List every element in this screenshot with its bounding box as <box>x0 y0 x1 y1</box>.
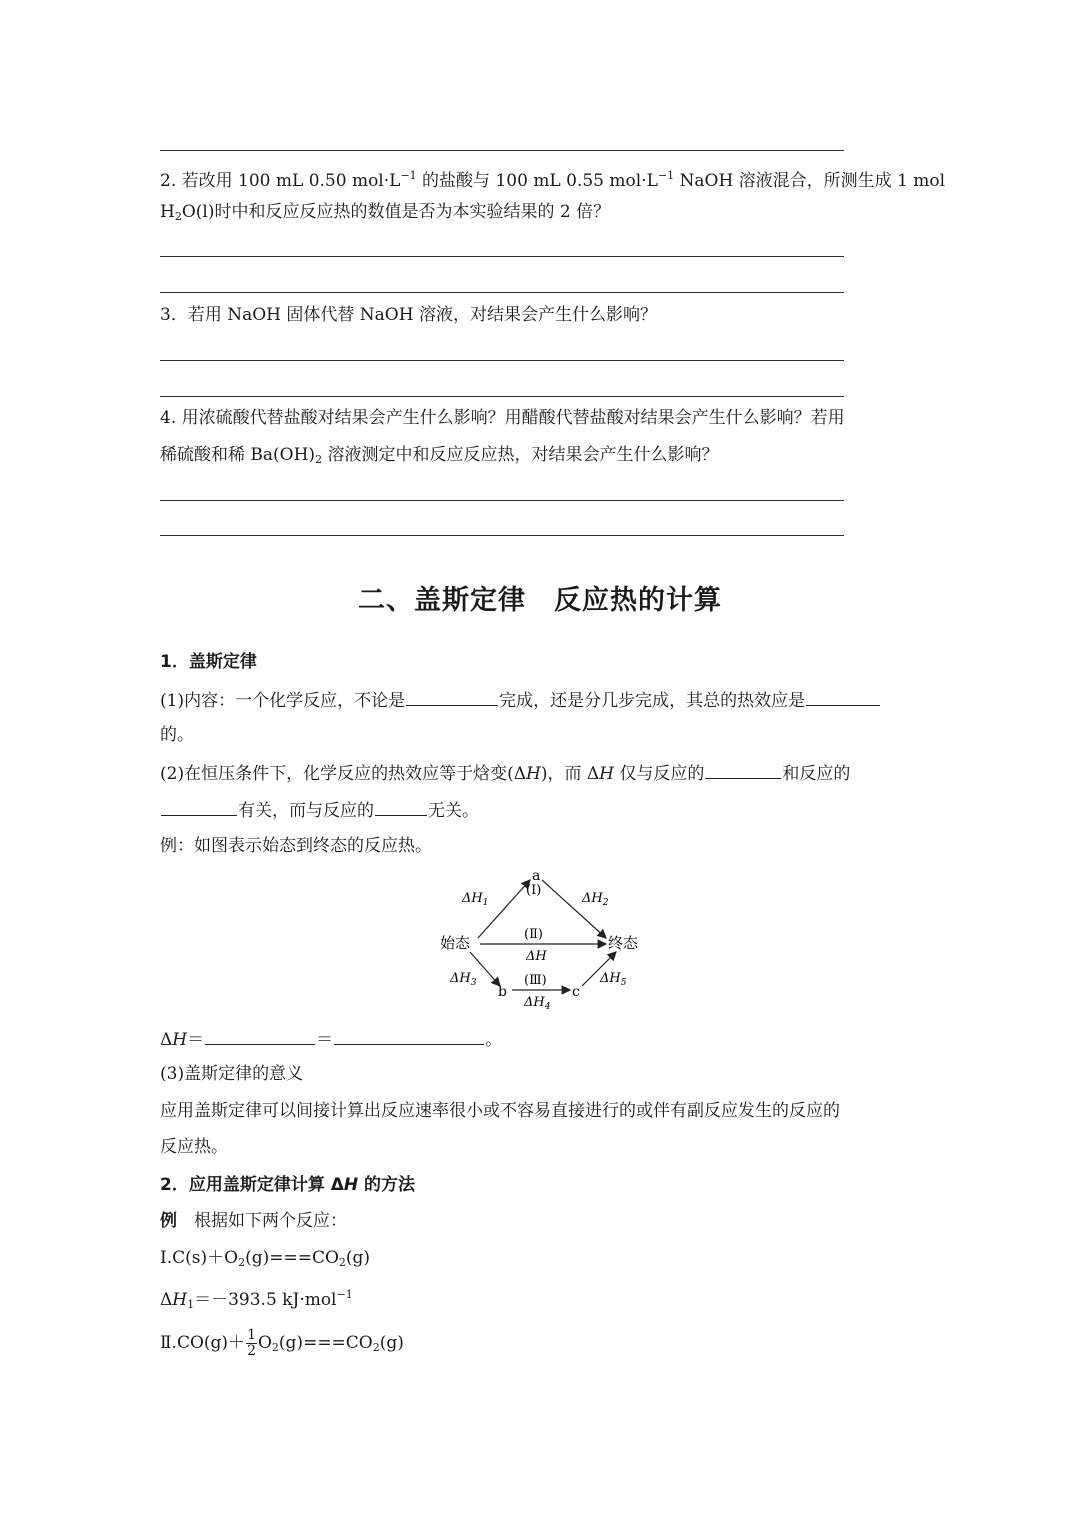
reaction-2: Ⅱ.CO(g)＋ $\frac{1}{2}$ $O_2(g)===CO_2(g)$ <box>160 1327 404 1359</box>
fill-blank[interactable] <box>806 687 880 706</box>
significance-text-1: 应用盖斯定律可以间接计算出反应速率很小或不容易直接进行的或伴有副反应发生的反应的 <box>160 1101 840 1121</box>
fill-blank[interactable] <box>205 1026 315 1045</box>
example-line: 例 根据如下两个反应： <box>160 1211 347 1231</box>
label-dh3: $\Delta H_3$ <box>450 971 477 988</box>
content-line-1-end: 的。 <box>160 725 194 745</box>
fill-blank[interactable] <box>375 797 427 816</box>
fill-blank[interactable] <box>406 687 498 706</box>
route-1-label: (Ⅰ) <box>526 883 542 898</box>
answer-line <box>160 500 844 501</box>
subsection-2-title: 2．应用盖斯定律计算 ΔH 的方法 <box>160 1175 416 1195</box>
answer-line <box>160 256 844 257</box>
node-start: 始态 <box>440 934 471 952</box>
answer-line <box>160 535 844 536</box>
reaction-1: $Ⅰ.C(s)+O_2(g)===CO_2(g)$ <box>160 1248 371 1269</box>
question-4-line-1: 4. 用浓硫酸代替盐酸对结果会产生什么影响？用醋酸代替盐酸对结果会产生什么影响？若用 <box>160 408 845 428</box>
node-b: b <box>498 984 507 1000</box>
significance-text-2: 反应热。 <box>160 1137 228 1157</box>
route-3-label: (Ⅲ) <box>524 973 547 988</box>
fraction-one-half: $\frac{1}{2}$ <box>247 1327 256 1359</box>
label-dh1: $\Delta H_1$ <box>462 891 489 908</box>
answer-line <box>160 396 844 397</box>
significance-title: (3)盖斯定律的意义 <box>160 1064 304 1084</box>
question-3: 3．若用 NaOH 固体代替 NaOH 溶液，对结果会产生什么影响？ <box>160 305 657 325</box>
hess-diagram <box>440 866 660 1016</box>
label-dh5: $\Delta H_5$ <box>600 971 627 988</box>
node-c: c <box>572 984 580 1000</box>
example-intro: 例：如图表示始态到终态的反应热。 <box>160 836 432 856</box>
route-2-label: (Ⅱ) <box>524 927 543 942</box>
arrow-a-to-end <box>542 880 606 938</box>
fill-blank[interactable] <box>161 797 237 816</box>
delta-h-equation: ΔH＝ ＝ 。 <box>160 1026 502 1052</box>
delta-h1-value: $\Delta H_1=-393.5$ kJ·mol$^{-1}$ <box>160 1288 353 1311</box>
subsection-1-title: 1．盖斯定律 <box>160 652 257 672</box>
question-2-line-1: 2. 若改用 100 mL 0.50 $mol\cdot L^{-1}$ 的盐酸与 100 mL 0.55 $mol\cdot L^{-1}$ NaOH 溶液混合，所测生成 1 mol <box>160 169 946 191</box>
fill-blank[interactable] <box>334 1026 484 1045</box>
node-a: a <box>532 868 541 884</box>
section-title: 二、盖斯定律 反应热的计算 <box>358 585 722 616</box>
label-dh: ΔH <box>526 949 547 964</box>
answer-line <box>160 292 844 293</box>
content-line-2-cont: 有关，而与反应的 无关。 <box>160 797 479 823</box>
question-4-line-2: 稀硫酸和稀 $Ba(OH)_2$ 溶液测定中和反应反应热，对结果会产生什么影响？ <box>160 445 719 466</box>
arrow-start-to-a <box>478 880 530 938</box>
label-dh2: $\Delta H_2$ <box>582 891 609 908</box>
label-dh4: $\Delta H_4$ <box>524 995 551 1012</box>
question-2-line-2: $H_2O(l)$时中和反应反应热的数值是否为本实验结果的 2 倍？ <box>160 202 611 223</box>
answer-line <box>160 150 844 151</box>
content-line-2: (2)在恒压条件下，化学反应的热效应等于焓变(ΔH)，而 ΔH 仅与反应的 和反应的 <box>160 760 850 786</box>
answer-line <box>160 360 844 361</box>
content-line-1: (1)内容：一个化学反应，不论是 完成，还是分几步完成，其总的热效应是 <box>160 687 881 713</box>
fill-blank[interactable] <box>705 760 781 779</box>
node-end: 终态 <box>608 934 639 952</box>
